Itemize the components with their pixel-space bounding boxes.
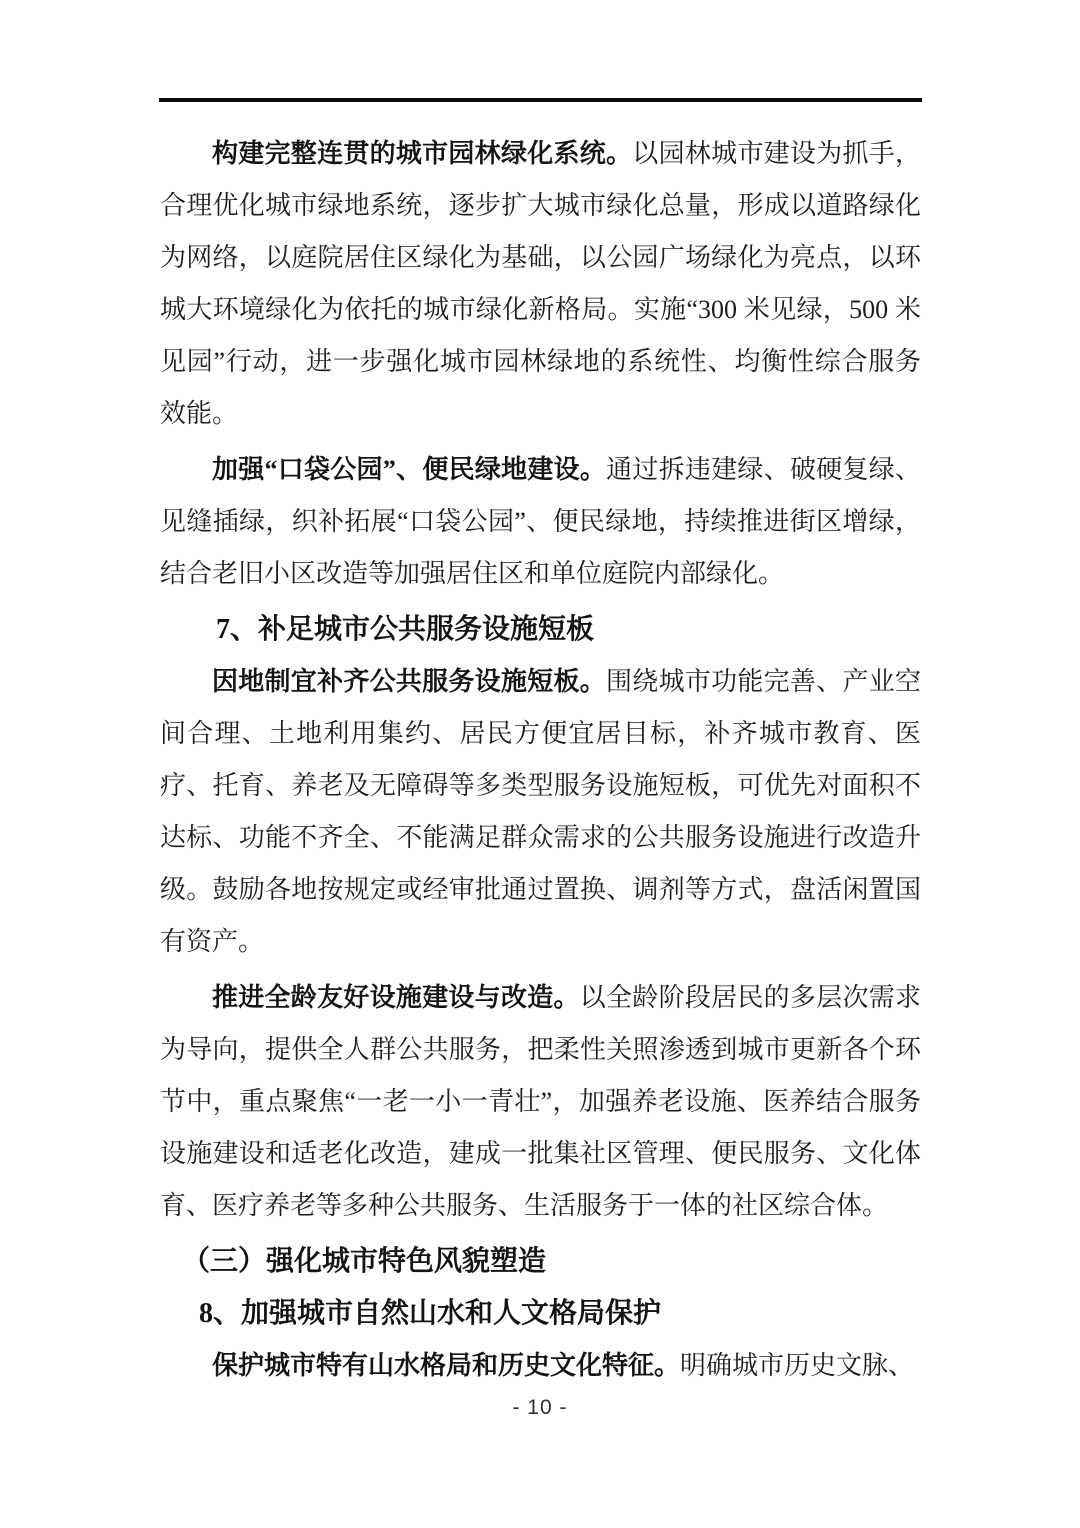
paragraph-lead-bold: 加强“口袋公园”、便民绿地建设。 — [212, 455, 607, 484]
paragraph-text: 围绕城市功能完善、产业空间合理、土地利用集约、居民方便宜居目标，补齐城市教育、医疗、托育、养老及无障碍等多类型服务设施短板，可优先对面积不达标、功能不齐全、不能满足群众需求的公共服务设施进行改造升级。鼓励各地按规定或经审批通过置换、调剂等方式，盘活闲置国有资产。 — [160, 667, 921, 956]
paragraph-text: 以园林城市建设为抓手，合理优化城市绿地系统，逐步扩大城市绿化总量，形成以道路绿化为网络，以庭院居住区绿化为基础，以公园广场绿化为亮点，以环城大环境绿化为依托的城市绿化新格局。实施“300 米见绿，500 米见园”行动，进一步强化城市园林绿地的系统性、均衡性综合服务效能。 — [160, 139, 921, 428]
page-number: - 10 - — [512, 1396, 568, 1419]
paragraph-lead-bold: 因地制宜补齐公共服务设施短板。 — [212, 667, 607, 696]
document-content — [160, 128, 921, 1396]
paragraph-lead-bold: 构建完整连贯的城市园林绿化系统。 — [212, 139, 633, 168]
heading-8-landscape-protection: 8、加强城市自然山水和人文格局保护 — [199, 1298, 662, 1329]
paragraph-text: 明确城市历史文脉、 — [680, 1351, 915, 1380]
paragraph-text: 通过拆违建绿、破硬复绿、见缝插绿，织补拓展“口袋公园”、便民绿地，持续推进街区增绿，结合老旧小区改造等加强居住区和单位庭院内部绿化。 — [160, 455, 921, 588]
paragraph-garden-green-system — [160, 128, 921, 440]
paragraph-all-age-friendly-facilities — [160, 972, 921, 1232]
paragraph-landscape-protection — [160, 1340, 921, 1392]
paragraph-pocket-parks — [160, 444, 921, 600]
paragraph-lead-bold: 推进全龄友好设施建设与改造。 — [212, 983, 580, 1012]
header-rule-divider — [159, 98, 922, 102]
heading-section-3-city-character: （三）强化城市特色风貌塑造 — [182, 1246, 547, 1277]
heading-7-public-service-facilities: 7、补足城市公共服务设施短板 — [216, 614, 595, 645]
paragraph-public-service-shortboard — [160, 656, 921, 968]
paragraph-lead-bold: 保护城市特有山水格局和历史文化特征。 — [212, 1351, 681, 1380]
paragraph-text: 以全龄阶段居民的多层次需求为导向，提供全人群公共服务，把柔性关照渗透到城市更新各个环节中，重点聚焦“一老一小一青壮”，加强养老设施、医养结合服务设施建设和适老化改造，建成一批集社区管理、便民服务、文化体育、医疗养老等多种公共服务、生活服务于一体的社区综合体。 — [160, 983, 921, 1220]
